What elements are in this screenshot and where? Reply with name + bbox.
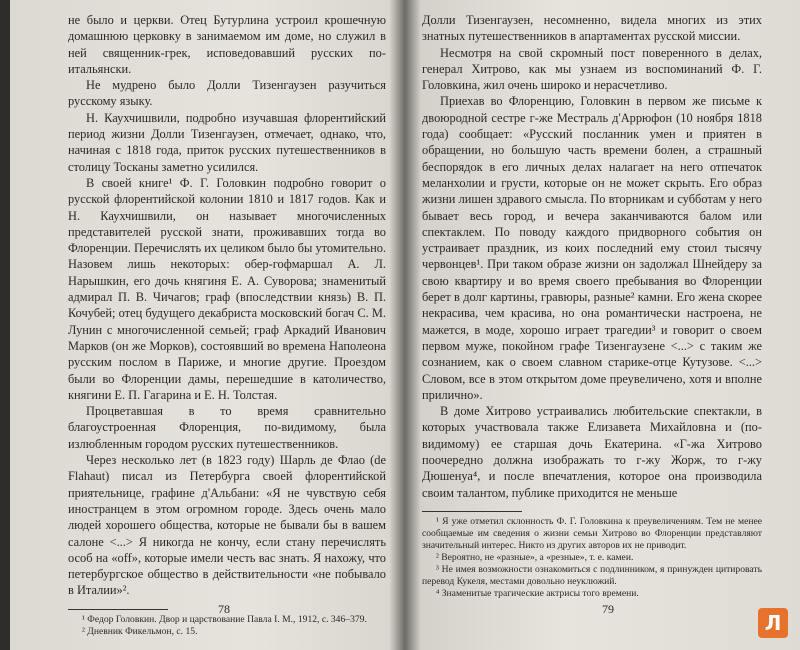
- paragraph: Через несколько лет (в 1823 году) Шарль де Флао (de Flahaut) писал из Петербурга своей флорентийской приятельнице, графине д'Альбани: «Я не чувствую себя иностранцем в этом огромном городе. Здесь очень мало людей хорошего общества, которые не бывали бы в вашем салоне <...> Я никогда не кончу, если стану перечислять особ на «off», которые имели честь вас знать. Я нахожу, что петербургское общество в действительности «не побывало в Италии»².: [68, 453, 386, 598]
- paragraph: Процветавшая в то время сравнительно благоустроенная Флоренция, по-видимому, была излюбленным городом русских путешественников.: [68, 404, 386, 451]
- footnote: ⁴ Знаменитые трагические актрисы того времени.: [436, 587, 639, 599]
- footnote: ³ Не имея возможности ознакомиться с подлинником, я принужден цитировать перевод Кукеля, местами довольно неуклюжий.: [422, 563, 762, 587]
- paragraph: Несмотря на свой скромный пост поверенного в делах, генерал Хитрово, как мы узнаем из воспоминаний Ф. Г. Головкина, жил очень широко и нерасчетливо.: [422, 45, 762, 93]
- footnote: ² Вероятно, не «разные», а «резные», т. е. камеи.: [436, 551, 634, 563]
- labirint-logo: Л: [758, 608, 788, 638]
- paragraph: Н. Каухчишвили, подробно изучавшая флорентийский период жизни Долли Тизенгаузен, отмечает, однако, что, начиная с 1818 года, приток русских путешественников в столицу Тосканы заметно усилился.: [68, 110, 386, 174]
- footnote-divider: [68, 609, 168, 610]
- paragraph: В своей книге¹ Ф. Г. Головкин подробно говорит о русской флорентийской колонии 1810 и 1817 годов. Как и Н. Каухчишвили, он называет многочисленных представителей русской знати, проживавших тогда во Флоренции. Перечислять их целиком было бы утомительно. Назовем лишь некоторых: обер-гофмаршал А. Л. Нарышкин, его дочь княгиня Е. А. Суворова; знаменитый адмирал П. В. Чичагов; граф (впоследствии князь) В. П. Кочубей; отец будущего декабриста московский богач С. М. Лунин с многочисленной семьей; граф Аркадий Иванович Марков (он же Морков), состоявший во времена Наполеона русским послом в Париже, и многие другие. Проездом были во Флоренции дамы, перешедшие в католичество, княгини Е. П. Гагарина и Е. Н. Толстая.: [68, 175, 386, 402]
- book-spread: [10, 0, 800, 650]
- paragraph: В доме Хитрово устраивались любительские спектакли, в которых участвовала также Елизавета Михайловна и (по-видимому) ее старшая дочь Екатерина. «Г-жа Хитрово поочередно должна изображать то г-жу Жорж, то г-жу Дюшенуа⁴, и после впечатления, которое она производила своим талантом, публике приходится не меньше: [422, 404, 762, 500]
- footnote: ¹ Федор Головкин. Двор и царствование Павла I. М., 1912, с. 346–379.: [82, 613, 367, 625]
- footnote: ² Дневник Фикельмон, с. 15.: [82, 625, 198, 637]
- page-number: 78: [218, 602, 230, 616]
- paragraph: Приехав во Флоренцию, Головкин в первом же письме к двоюродной сестре г-же Местраль д'Аррюфон (10 ноября 1818 года) сообщает: «Русский посланник умен и приятен в обращении, но большую часть времени болен, а страшный беспорядок в его личных делах налагает на него отпечаток меланхолии и грусти, которые он не может скрыть. Его образ жизни лишен здравого смысла. По вторникам и субботам у него бывает весь город, и вечера заканчиваются балом или спектаклем. По поводу каждого придворного события он устраивает праздник, из коих последний ему стоил тысячу червонцев¹. При таком образе жизни он задолжал Шнейдеру за свою квартиру и во время своего пребывания во Флоренции берет в долг картины, гравюры, разные² камни. Его жена скорее некрасива, чем красива, но она романтически настроена, не мажется, в моде, хорошо играет трагедии³ и говорит о своем первом муже, покойном графе Тизенгаузене <...> с таким же сознанием, как о своем славном старике-отце Кутузове. <...> Словом, все в этом открытом доме преувеличено, хотя и вполне прилично».: [422, 94, 762, 402]
- footnote: ¹ Я уже отметил склонность Ф. Г. Головкина к преувеличениям. Тем не менее сообщаемые им сведения о жизни семьи Хитрово во Флоренции представляют значительный интерес. Никто из других авторов их не приводит.: [422, 515, 762, 551]
- footnote-divider: [422, 511, 522, 512]
- paragraph: Долли Тизенгаузен, несомненно, видела многих из этих знатных путешественников в апартаментах русской миссии.: [422, 13, 762, 44]
- right-page: [422, 12, 762, 616]
- paragraph: не было и церкви. Отец Бутурлина устроил крошечную домашнюю церковку в занимаемом им доме, но служил в ней священник-грек, исповедовавший русских по-итальянски.: [68, 13, 386, 76]
- left-page: [68, 12, 386, 638]
- paragraph: Не мудрено было Долли Тизенгаузен разучиться русскому языку.: [68, 78, 386, 109]
- page-number: 79: [602, 602, 614, 616]
